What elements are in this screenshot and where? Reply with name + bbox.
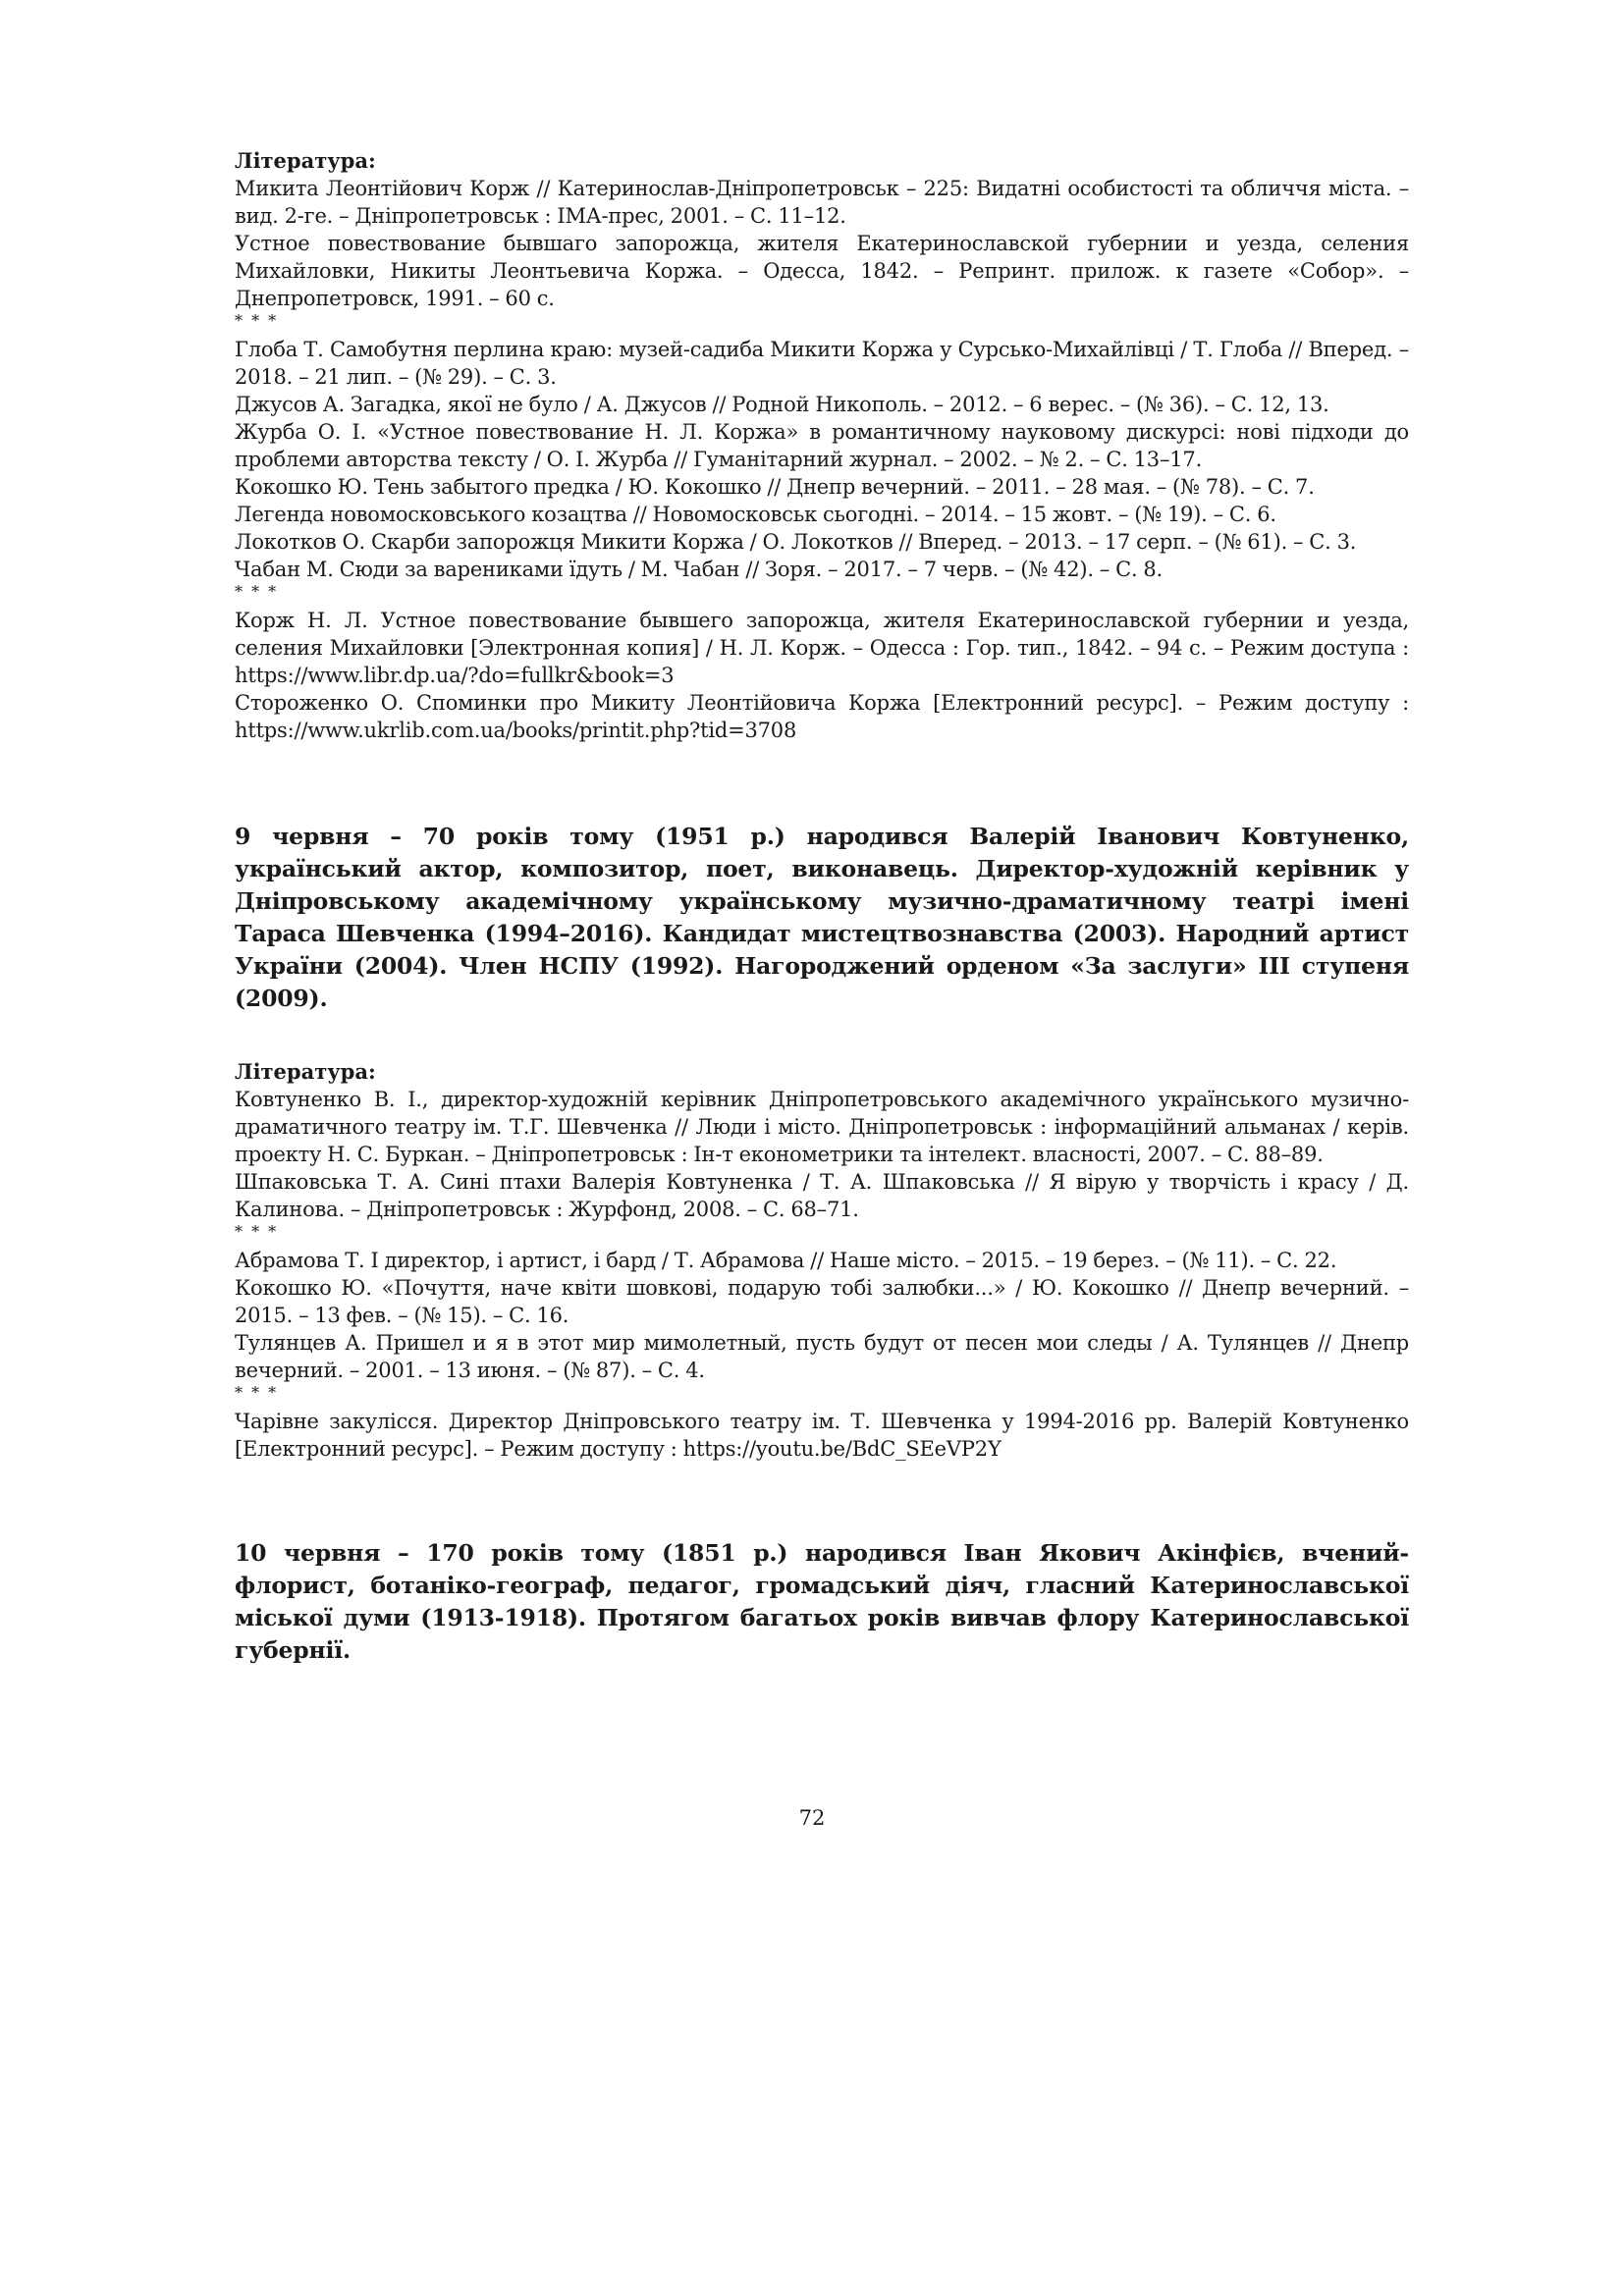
bibliography-entry: Кокошко Ю. Тень забытого предка / Ю. Кокошко // Днепр вечерний. – 2011. – 28 мая. – (№ 78). – С. 7. [235, 475, 1315, 499]
bibliography-entry: Чарівне закулісся. Директор Дніпровського театру ім. Т. Шевченка у 1994-2016 рр. Валерій Ковтуненко [Електронний ресурс]. – Режим доступу : https://youtu.be/BdC_SEeVP2Y [235, 1410, 1409, 1461]
bibliography-entry: Журба О. І. «Устное повествование Н. Л. Коржа» в романтичному науковому дискурсі: нові підходи до проблеми авторства тексту / О. І. Журба // Гуманітарний журнал. – 2002. – № 2. – С. 13–17. [235, 420, 1409, 471]
bibliography-entry: Джусов А. Загадка, якої не було / А. Джусов // Родной Никополь. – 2012. – 6 верес. – (№ 36). – С. 12, 13. [235, 393, 1329, 416]
separator: * * * [235, 582, 279, 601]
bibliography-entry: Микита Леонтійович Корж // Катеринослав-Дніпропетровськ – 225: Видатні особистості та обличчя міста. – вид. 2-ге. – Дніпропетровськ : ІМА-прес, 2001. – С. 11–12. [235, 177, 1409, 228]
bibliography-entry: Локотков О. Скарби запорожця Микити Коржа / О. Локотков // Вперед. – 2013. – 17 серп. – (№ 61). – С. 3. [235, 530, 1357, 554]
page-content [235, 147, 1409, 1667]
literature-heading: Література: [235, 148, 376, 173]
event-heading: 9 червня – 70 років тому (1951 р.) народився Валерій Іванович Ковтуненко, український актор, композитор, поет, виконавець. Директор-художній керівник у Дніпровському академічному українському музично-драматичному театрі імені Тараса Шевченка (1994–2016). Кандидат мистецтвознавства (2003). Народний артист України (2004). Член НСПУ (1992). Нагороджений орденом «За заслуги» ІІІ ступеня (2009). [235, 823, 1409, 1012]
bibliography-entry: Чабан М. Сюди за варениками їдуть / М. Чабан // Зоря. – 2017. – 7 черв. – (№ 42). – С. 8. [235, 558, 1164, 581]
page-number: 72 [798, 1806, 826, 1830]
literature-heading: Література: [235, 1059, 376, 1084]
bibliography-entry: Абрамова Т. І директор, і артист, і бард / Т. Абрамова // Наше місто. – 2015. – 19 берез. – (№ 11). – С. 22. [235, 1249, 1337, 1272]
bibliography-entry: Корж Н. Л. Устное повествование бывшего запорожца, жителя Екатеринославской губернии и уезда, селения Михайловки [Электронная копия] / Н. Л. Корж. – Одесса : Гор. тип., 1842. – 94 с. – Режим доступа : https://www.libr.dp.ua/?do=fullkr&book=3 [235, 609, 1409, 687]
bibliography-entry: Глоба Т. Самобутня перлина краю: музей-садиба Микити Коржа у Сурсько-Михайлівці / Т. Глоба // Вперед. – 2018. – 21 лип. – (№ 29). – С. 3. [235, 338, 1409, 389]
separator: * * * [235, 311, 279, 330]
bibliography-entry: Стороженко О. Споминки про Микиту Леонтійовича Коржа [Електронний ресурс]. – Режим доступу : https://www.ukrlib.com.ua/books/printit.php?tid=3708 [235, 691, 1409, 742]
bibliography-entry: Устное повествование бывшаго запорожца, жителя Екатеринославской губернии и уезда, селения Михайловки, Никиты Леонтьевича Коржа. – Одесса, 1842. – Репринт. прилож. к газете «Собор». – Днепропетровск, 1991. – 60 с. [235, 232, 1409, 310]
bibliography-entry: Кокошко Ю. «Почуття, наче квіти шовкові, подарую тобі залюбки...» / Ю. Кокошко // Днепр вечерний. – 2015. – 13 фев. – (№ 15). – С. 16. [235, 1276, 1409, 1327]
event-heading: 10 червня – 170 років тому (1851 р.) народився Іван Якович Акінфієв, вчений-флорист, ботаніко-географ, педагог, громадський діяч, гласний Катеринославської міської думи (1913-1918). Протягом багатьох років вивчав флору Катеринославської губернії. [235, 1539, 1409, 1664]
bibliography-entry: Тулянцев А. Пришел и я в этот мир мимолетный, пусть будут от песен мои следы / А. Тулянцев // Днепр вечерний. – 2001. – 13 июня. – (№ 87). – С. 4. [235, 1331, 1409, 1382]
separator: * * * [235, 1222, 279, 1241]
bibliography-entry: Легенда новомосковського козацтва // Новомосковськ сьогодні. – 2014. – 15 жовт. – (№ 19). – С. 6. [235, 503, 1276, 526]
bibliography-entry: Шпаковська Т. А. Сині птахи Валерія Ковтуненка / Т. А. Шпаковська // Я вірую у творчість і красу / Д. Калинова. – Дніпропетровськ : Журфонд, 2008. – С. 68–71. [235, 1170, 1409, 1221]
bibliography-entry: Ковтуненко В. І., директор-художній керівник Дніпропетровського академічного українського музично-драматичного театру ім. Т.Г. Шевченка // Люди і місто. Дніпропетровськ : інформаційний альманах / керів. проекту Н. С. Буркан. – Дніпропетровськ : Ін-т економетрики та інтелект. власності, 2007. – С. 88–89. [235, 1088, 1409, 1166]
separator: * * * [235, 1383, 279, 1402]
